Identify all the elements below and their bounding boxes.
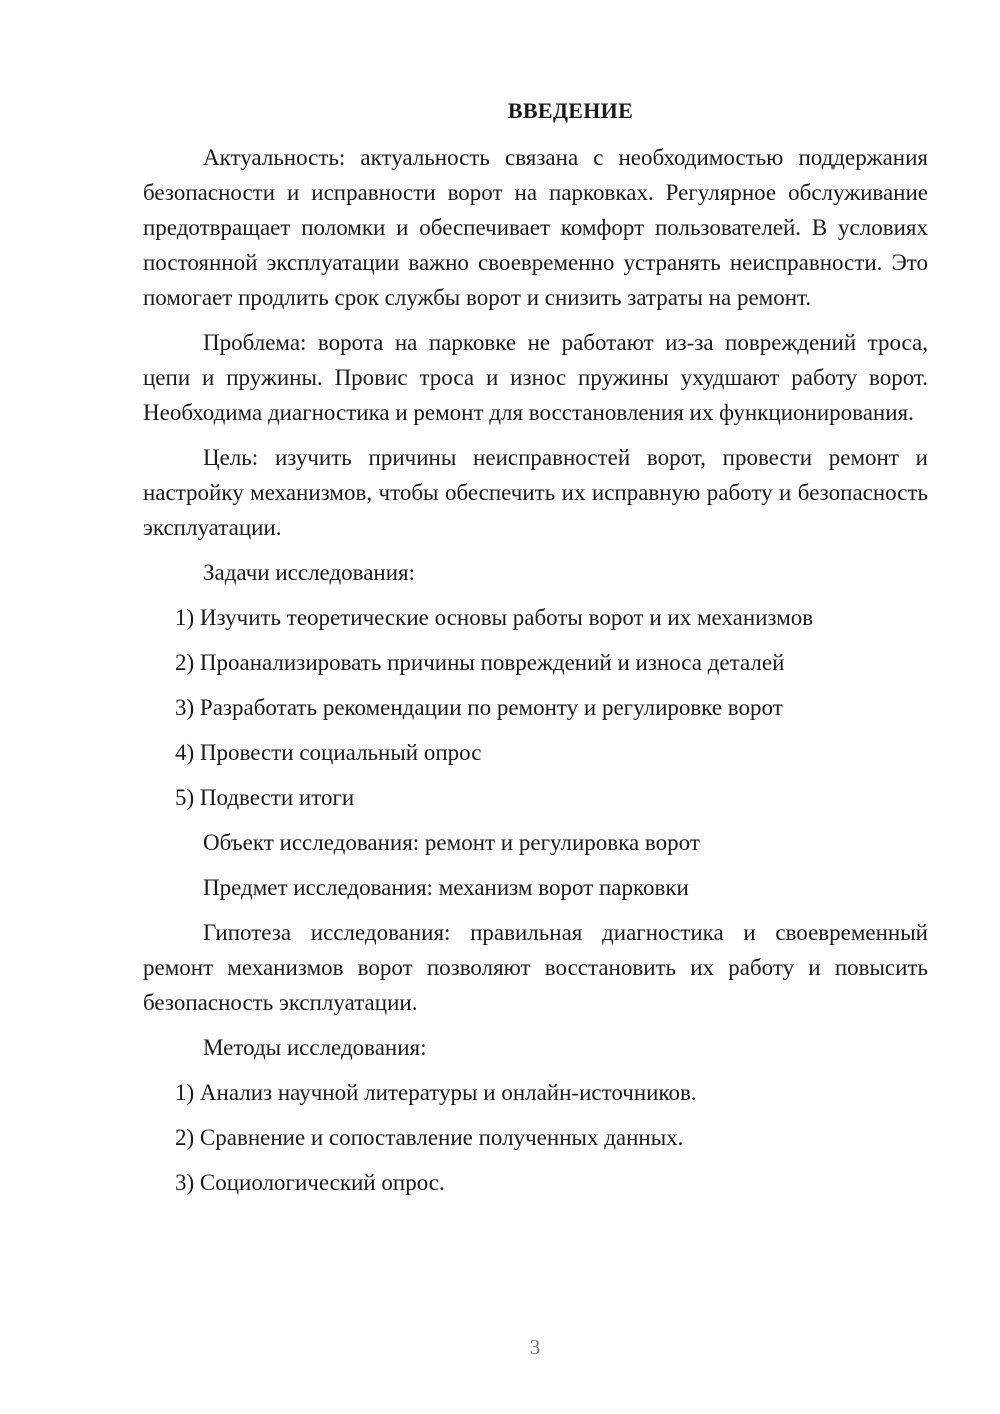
section-title: ВВЕДЕНИЕ — [507, 98, 634, 123]
task-item: 4) Провести социальный опрос — [175, 740, 482, 765]
task-item: 3) Разработать рекомендации по ремонту и регулировке ворот — [175, 695, 783, 720]
tasks-heading: Задачи исследования: — [203, 560, 416, 585]
method-item: 1) Анализ научной литературы и онлайн-источников. — [175, 1080, 697, 1105]
methods-heading: Методы исследования: — [203, 1035, 427, 1060]
hypothesis-paragraph: Гипотеза исследования: правильная диагностика и своевременный ремонт механизмов ворот позволяют восстановить их работу и повысить безопасность эксплуатации. — [143, 920, 928, 1015]
task-item: 1) Изучить теоретические основы работы ворот и их механизмов — [175, 605, 814, 630]
task-item: 5) Подвести итоги — [175, 785, 355, 810]
goal-paragraph: Цель: изучить причины неисправностей ворот, провести ремонт и настройку механизмов, чтобы обеспечить их исправную работу и безопасность эксплуатации. — [143, 445, 928, 540]
page-number: 3 — [529, 1335, 541, 1359]
tasks-list — [143, 600, 928, 815]
task-item: 2) Проанализировать причины повреждений и износа деталей — [175, 650, 785, 675]
method-item: 3) Социологический опрос. — [175, 1170, 445, 1195]
problem-paragraph: Проблема: ворота на парковке не работают из-за повреждений троса, цепи и пружины. Провис троса и износ пружины ухудшают работу ворот. Необходима диагностика и ремонт для восстановления их функционирования. — [143, 330, 928, 425]
research-object: Объект исследования: ремонт и регулировка ворот — [203, 830, 700, 855]
methods-list — [143, 1075, 928, 1200]
method-item: 2) Сравнение и сопоставление полученных данных. — [175, 1125, 684, 1150]
page-content — [143, 96, 928, 1210]
research-subject: Предмет исследования: механизм ворот парковки — [203, 875, 689, 900]
relevance-paragraph: Актуальность: актуальность связана с необходимостью поддержания безопасности и исправности ворот на парковках. Регулярное обслуживание предотвращает поломки и обеспечивает комфорт пользователей. В условиях постоянной эксплуатации важно своевременно устранять неисправности. Это помогает продлить срок службы ворот и снизить затраты на ремонт. — [143, 145, 928, 310]
